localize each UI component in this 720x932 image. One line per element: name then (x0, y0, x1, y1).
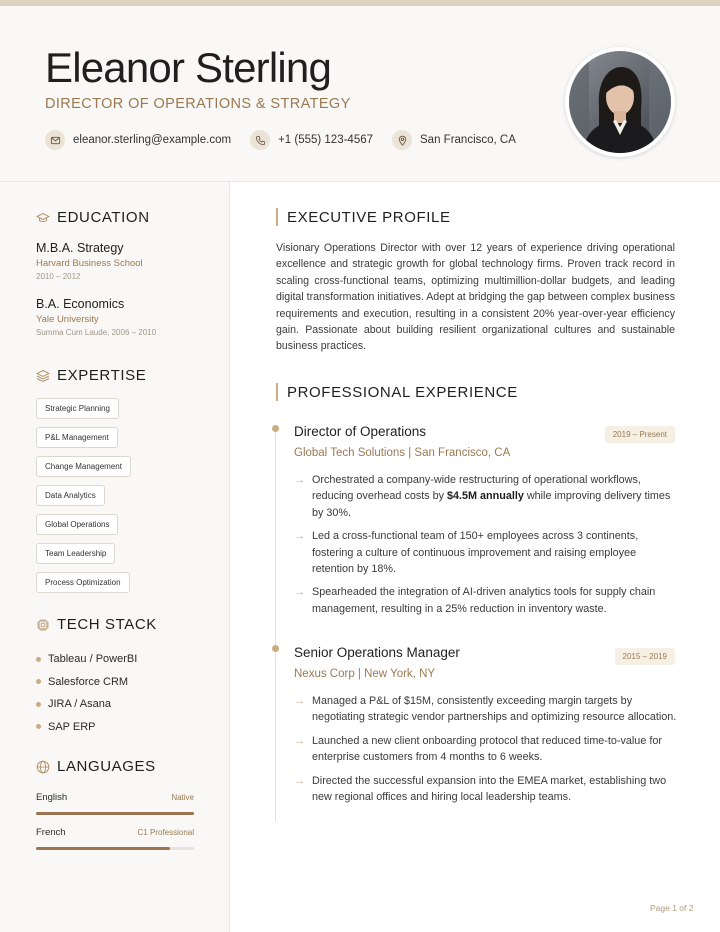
list-item (294, 584, 678, 617)
candidate-name: Eleanor Sterling (45, 44, 332, 91)
language-level: Native (171, 793, 194, 802)
job-company: Global Tech Solutions | San Francisco, CA (294, 447, 511, 459)
arrow-right-icon: → (294, 695, 305, 707)
languages-title: LANGUAGES (57, 758, 156, 775)
job-company: Nexus Corp | New York, NY (294, 668, 436, 680)
timeline-line (275, 428, 276, 821)
arrow-right-icon: → (294, 530, 305, 543)
years: 2010 – 2012 (36, 272, 81, 281)
portrait-image (569, 51, 671, 153)
job-bullets (294, 693, 678, 805)
list-item (36, 648, 137, 671)
date-badge: 2019 – Present (605, 426, 675, 443)
tech-stack-list (36, 648, 137, 738)
heading-rule (276, 383, 278, 401)
education-entry (36, 241, 143, 281)
arrow-right-icon: → (294, 734, 305, 747)
expertise-tag: Strategic Planning (36, 398, 119, 419)
list-item (294, 528, 678, 577)
tech-stack-title: TECH STACK (57, 616, 157, 633)
language-proficiency-bar (36, 812, 194, 815)
profile-photo (565, 47, 675, 157)
tech-item: Tableau / PowerBI (48, 653, 138, 666)
job-bullets (294, 472, 678, 617)
contact-location-text: San Francisco, CA (420, 134, 516, 146)
graduation-cap-icon (36, 211, 50, 225)
list-item (36, 671, 137, 694)
main-content (231, 182, 720, 932)
bullet-text: Managed a P&L of $15M, consistently exceeding margin targets by negotiating strategic vendor partnerships and optimizing resource allocation. (312, 695, 677, 724)
bullet-text-part: while improving delivery times by 30%. (312, 490, 671, 519)
heading-rule (276, 208, 278, 226)
list-item (36, 693, 137, 716)
layers-icon (36, 369, 50, 383)
location-pin-icon (392, 130, 412, 150)
arrow-right-icon: → (294, 774, 305, 787)
list-item (36, 716, 137, 739)
tech-item: SAP ERP (48, 720, 96, 733)
language-proficiency-bar (36, 847, 194, 850)
education-entry (36, 297, 156, 337)
bullet-text: Directed the successful expansion into the EMEA market, establishing two new regional offices and hiring local leadership teams. (312, 774, 667, 804)
candidate-role: DIRECTOR OF OPERATIONS & STRATEGY (45, 96, 351, 112)
expertise-tag: Global Operations (36, 514, 118, 535)
contact-list (45, 130, 535, 150)
globe-icon (36, 760, 50, 774)
tech-stack-heading (36, 616, 157, 633)
experience-heading (276, 383, 518, 401)
expertise-tag: P&L Management (36, 427, 118, 448)
resume-header (0, 6, 720, 182)
phone-icon (250, 130, 270, 150)
tech-item: Salesforce CRM (48, 675, 129, 688)
arrow-right-icon: → (294, 586, 305, 599)
education-heading (36, 209, 150, 226)
expertise-tag: Process Optimization (36, 572, 130, 593)
bullet-text: Spearheaded the integration of AI-driven analytics tools for supply chain management, resulting in a 25% reduction in inventory waste. (312, 586, 656, 615)
bullet-dot (36, 724, 41, 729)
degree: B.A. Economics (36, 297, 125, 311)
contact-phone-text: +1 (555) 123-4567 (278, 134, 374, 146)
expertise-tag: Change Management (36, 456, 131, 477)
job-title: Director of Operations (294, 424, 427, 439)
language-proficiency-fill (36, 847, 170, 850)
contact-phone[interactable] (250, 130, 373, 150)
mail-icon (45, 130, 65, 150)
list-item (294, 733, 678, 766)
expertise-title: EXPERTISE (57, 367, 147, 384)
school: Yale University (36, 314, 99, 325)
years: Summa Cum Laude, 2006 – 2010 (36, 328, 157, 337)
contact-location (392, 130, 516, 150)
contact-email[interactable] (45, 130, 231, 150)
bullet-text: Led a cross-functional team of 150+ employees across 3 continents, fostering a culture of continuous improvement and raising employee retention by 18%. (312, 530, 639, 576)
job-title: Senior Operations Manager (294, 645, 460, 660)
profile-title: EXECUTIVE PROFILE (287, 208, 451, 226)
language-entry (36, 827, 194, 850)
date-badge: 2015 – 2019 (615, 648, 676, 665)
arrow-right-icon: → (294, 474, 305, 486)
bullet-dot (36, 679, 41, 684)
language-entry (36, 792, 194, 815)
language-proficiency-fill (36, 812, 194, 815)
tech-item: JIRA / Asana (48, 698, 111, 711)
bullet-dot (36, 702, 41, 707)
expertise-heading (36, 367, 146, 384)
expertise-tag: Team Leadership (36, 543, 115, 564)
bullet-text-part: Orchestrated a company-wide restructuring of operational workflows, reducing overhead costs by (312, 474, 641, 503)
list-item (294, 773, 678, 806)
language-name: English (36, 792, 68, 803)
bullet-text-bold: $4.5M annually (447, 490, 524, 503)
expertise-tags (36, 398, 216, 601)
list-item (294, 472, 678, 521)
contact-email-text: eleanor.sterling@example.com (73, 134, 232, 146)
timeline-dot (272, 425, 279, 432)
degree: M.B.A. Strategy (36, 241, 124, 255)
experience-title: PROFESSIONAL EXPERIENCE (287, 383, 518, 401)
sidebar (0, 182, 230, 932)
languages-heading (36, 758, 156, 775)
page-number: Page 1 of 2 (650, 903, 694, 913)
language-name: French (36, 827, 66, 838)
bullet-text (312, 472, 678, 521)
list-item (294, 693, 678, 726)
education-title: EDUCATION (57, 209, 150, 226)
chip-icon (36, 618, 50, 632)
bullet-dot (36, 657, 41, 662)
school: Harvard Business School (36, 258, 143, 269)
bullet-text: Launched a new client onboarding protocol that reduced time-to-value for enterprise customers from 4 months to 6 weeks. (312, 734, 662, 764)
timeline-dot (272, 645, 279, 652)
language-level: C1 Professional (137, 828, 194, 837)
profile-heading (276, 208, 451, 226)
profile-summary: Visionary Operations Director with over 12 years of experience driving operational excellence and strategic growth for global technology firms. Proven track record in scaling cross-functional teams, optimizing multimillion-dollar budgets, and leading digital transformation initiatives. Adept at bridging the gap between complex business requirements and execution, resulting in a consistent 20% year-over-year efficiency gain. Passionate about building resilient organizational cultures and sustainable business practices. (276, 242, 675, 353)
expertise-tag: Data Analytics (36, 485, 105, 506)
